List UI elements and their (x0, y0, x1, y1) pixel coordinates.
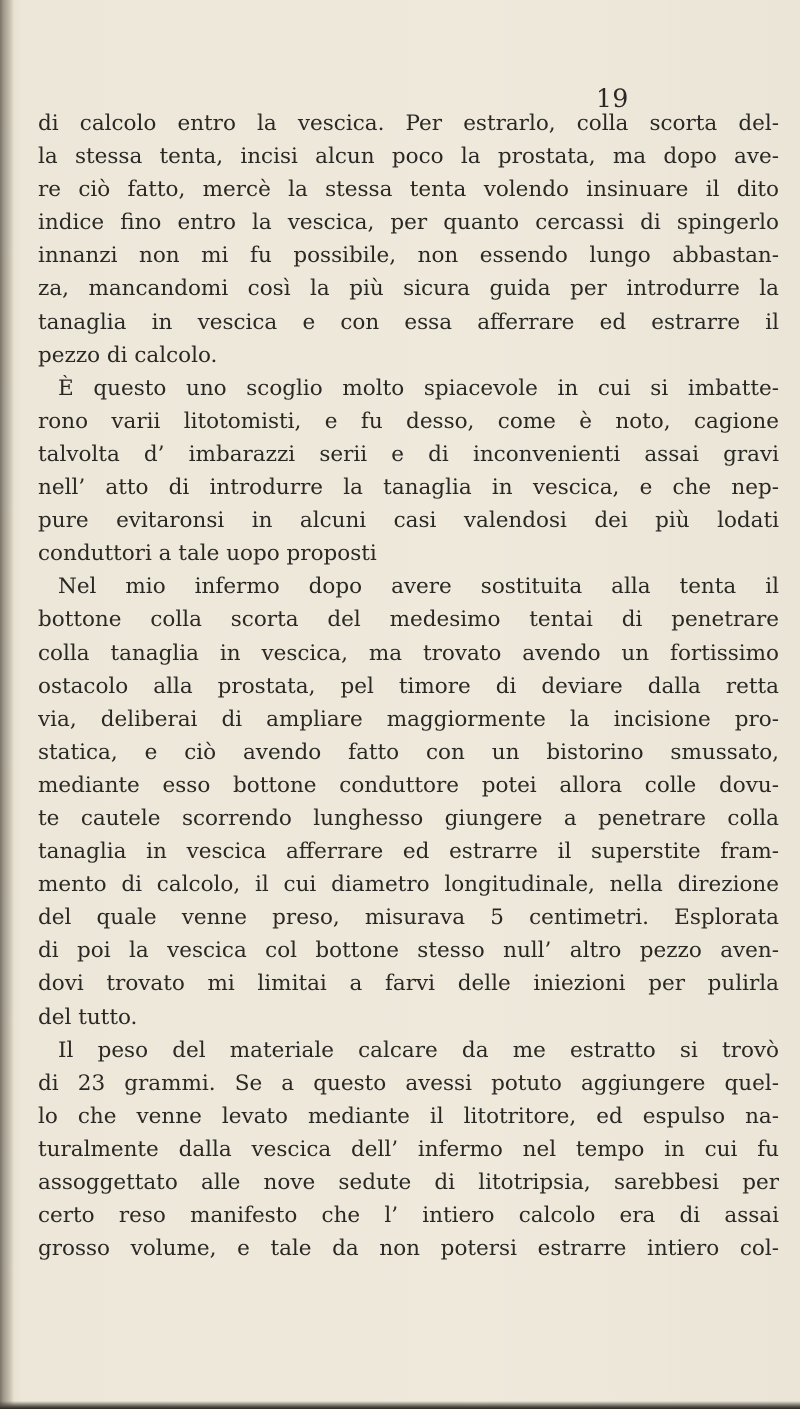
text-line: la stessa tenta, incisi alcun poco la prostata, ma dopo ave- (38, 144, 779, 170)
text-line: indice fino entro la vescica, per quanto cercassi di spingerlo (38, 210, 779, 236)
text-line: za, mancandomi così la più sicura guida per introdurre la (38, 276, 779, 302)
text-line: turalmente dalla vescica dell’ infermo nel tempo in cui fu (38, 1136, 779, 1162)
text-line: Il peso del materiale calcare da me estratto si trovò (58, 1037, 779, 1063)
text-line: grosso volume, e tale da non potersi estrarre intiero col- (38, 1236, 779, 1262)
text-line: lo che venne levato mediante il litotritore, ed espulso na- (38, 1103, 779, 1129)
text-line: del quale venne preso, misurava 5 centimetri. Esplorata (38, 905, 779, 931)
text-line: statica, e ciò avendo fatto con un bistorino smussato, (38, 739, 779, 765)
page-binding-shadow (0, 0, 14, 1409)
text-line: del tutto. (38, 1004, 138, 1030)
text-line: innanzi non mi fu possibile, non essendo lungo abbastan- (38, 243, 779, 269)
text-line: di 23 grammi. Se a questo avessi potuto aggiungere quel- (38, 1070, 779, 1096)
body-text (38, 107, 779, 1265)
text-line: pezzo di calcolo. (38, 342, 218, 368)
text-line: conduttori a tale uopo proposti (38, 541, 377, 567)
text-line: colla tanaglia in vescica, ma trovato avendo un fortissimo (38, 640, 779, 666)
text-line: di calcolo entro la vescica. Per estrarlo, colla scorta del- (38, 111, 779, 136)
text-line: mediante esso bottone conduttore potei allora colle dovu- (38, 772, 779, 798)
text-line: mento di calcolo, il cui diametro longitudinale, nella direzione (38, 872, 779, 898)
text-line: re ciò fatto, mercè la stessa tenta volendo insinuare il dito (38, 177, 779, 203)
text-line: talvolta d’ imbarazzi serii e di inconvenienti assai gravi (38, 441, 779, 467)
text-line: dovi trovato mi limitai a farvi delle iniezioni per pulirla (38, 971, 779, 997)
text-line: pure evitaronsi in alcuni casi valendosi dei più lodati (38, 508, 779, 534)
text-line: via, deliberai di ampliare maggiormente la incisione pro- (38, 706, 779, 732)
text-line: È questo uno scoglio molto spiacevole in cui si imbatte- (58, 375, 779, 401)
text-line: di poi la vescica col bottone stesso null’ altro pezzo aven- (38, 938, 779, 964)
text-line: tanaglia in vescica afferrare ed estrarre il superstite fram- (38, 839, 779, 865)
page-bottom-edge (0, 1401, 800, 1409)
text-line: Nel mio infermo dopo avere sostituita alla tenta il (58, 574, 779, 600)
text-line: ostacolo alla prostata, pel timore di deviare dalla retta (38, 673, 779, 699)
text-line: certo reso manifesto che l’ intiero calcolo era di assai (38, 1203, 779, 1229)
text-line: tanaglia in vescica e con essa afferrare ed estrarre il (38, 309, 779, 335)
text-line: assoggettato alle nove sedute di litotripsia, sarebbesi per (38, 1170, 779, 1195)
page-number: 19 (596, 84, 629, 113)
text-line: bottone colla scorta del medesimo tentai di penetrare (38, 607, 779, 633)
text-line: rono varii litotomisti, e fu desso, come è noto, cagione (38, 408, 779, 434)
text-line: te cautele scorrendo lunghesso giungere a penetrare colla (38, 805, 779, 831)
text-line: nell’ atto di introdurre la tanaglia in vescica, e che nep- (38, 475, 779, 501)
